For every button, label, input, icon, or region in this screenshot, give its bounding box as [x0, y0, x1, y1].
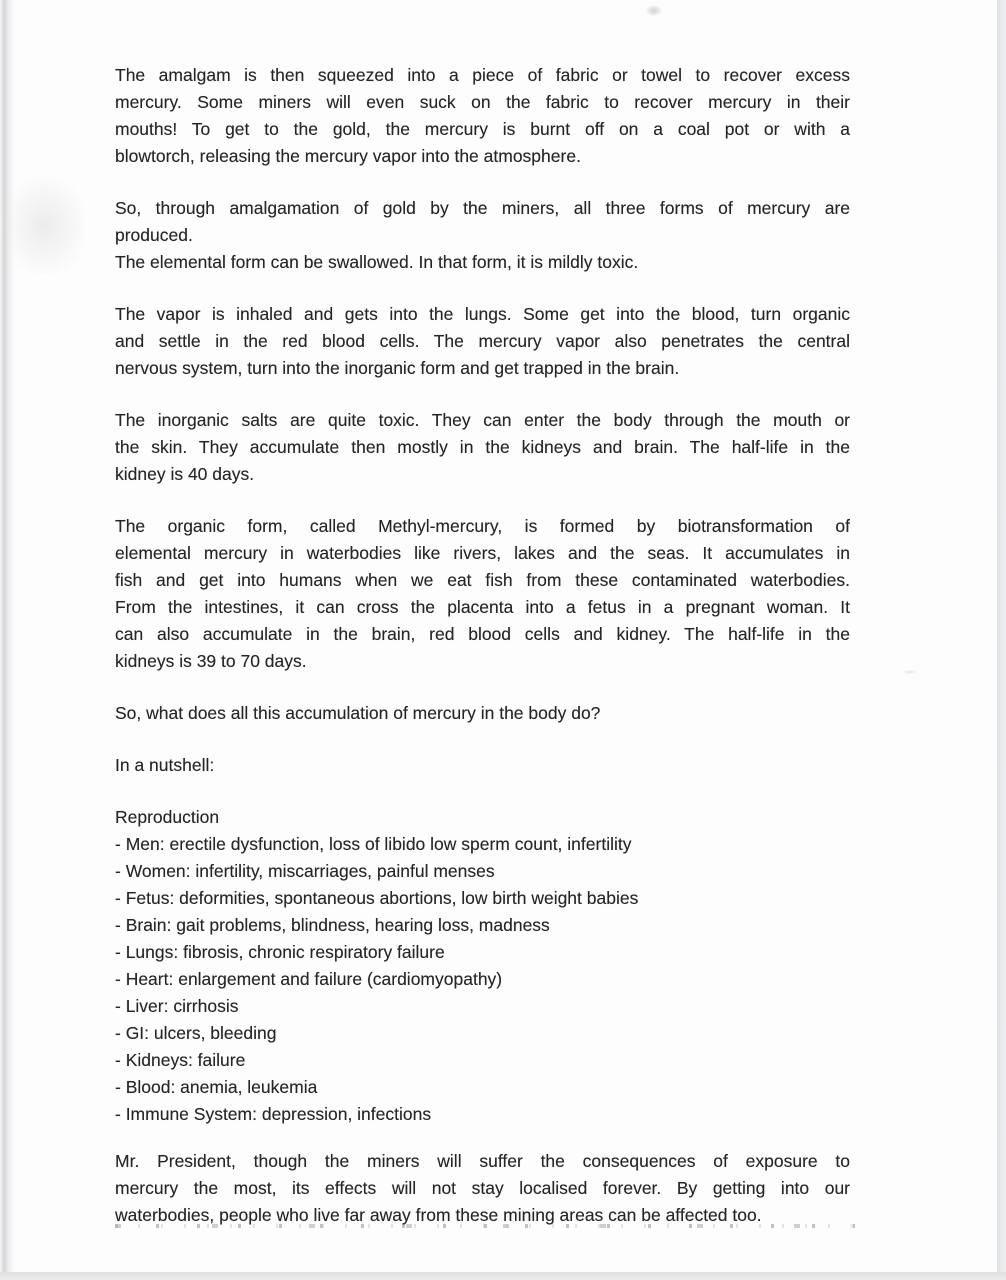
- paragraph-nutshell: [115, 752, 850, 779]
- text-line: waterbodies, people who live far away from these mining areas can be affected too.: [115, 1205, 762, 1225]
- paragraph-president: [115, 1148, 850, 1229]
- list-item: - Men: erectile dysfunction, loss of libido low sperm count, infertility: [115, 834, 632, 854]
- cutoff-text-line-artifact: [115, 1224, 855, 1228]
- text-line: produced.: [115, 225, 193, 245]
- scan-smudge-artifact: [903, 670, 917, 674]
- text-line: kidney is 40 days.: [115, 464, 255, 484]
- paragraph-amalgamation: [115, 195, 850, 249]
- list-item: - Blood: anemia, leukemia: [115, 1077, 318, 1097]
- text-line: nervous system, turn into the inorganic form and get trapped in the brain.: [115, 358, 680, 378]
- text-line: and settle in the red blood cells. The mercury vapor also penetrates the central: [115, 331, 850, 351]
- paragraph-vapor: [115, 301, 850, 382]
- text-line: So, what does all this accumulation of mercury in the body do?: [115, 703, 601, 723]
- list-item: - GI: ulcers, bleeding: [115, 1023, 277, 1043]
- scan-smudge-artifact: [6, 178, 84, 274]
- list-item: - Liver: cirrhosis: [115, 996, 239, 1016]
- text-line: can also accumulate in the brain, red blood cells and kidney. The half-life in the: [115, 624, 850, 644]
- paragraph-question: [115, 700, 850, 727]
- text-line: mouths! To get to the gold, the mercury is burnt off on a coal pot or with a: [115, 119, 850, 139]
- effects-list: [115, 804, 850, 1128]
- list-item: - Heart: enlargement and failure (cardiomyopathy): [115, 969, 503, 989]
- list-heading: Reproduction: [115, 807, 220, 827]
- list-item: - Immune System: depression, infections: [115, 1104, 432, 1124]
- paragraph-inorganic: [115, 407, 850, 488]
- list-item: - Kidneys: failure: [115, 1050, 246, 1070]
- text-line: In a nutshell:: [115, 755, 215, 775]
- list-item: - Lungs: fibrosis, chronic respiratory failure: [115, 942, 445, 962]
- text-line: The vapor is inhaled and gets into the lungs. Some get into the blood, turn organic: [115, 304, 850, 324]
- text-line: So, through amalgamation of gold by the miners, all three forms of mercury are: [115, 198, 850, 218]
- paragraph-amalgam: [115, 62, 850, 170]
- text-line: mercury. Some miners will even suck on the fabric to recover mercury in their: [115, 92, 850, 112]
- text-line: mercury the most, its effects will not stay localised forever. By getting into our: [115, 1178, 850, 1198]
- text-line: The inorganic salts are quite toxic. They can enter the body through the mouth or: [115, 410, 850, 430]
- text-line: Mr. President, though the miners will suffer the consequences of exposure to: [115, 1151, 850, 1171]
- list-item: - Fetus: deformities, spontaneous abortions, low birth weight babies: [115, 888, 639, 908]
- list-item: - Brain: gait problems, blindness, hearing loss, madness: [115, 915, 550, 935]
- scan-edge-bottom: [0, 1272, 1006, 1280]
- text-line: The elemental form can be swallowed. In that form, it is mildly toxic.: [115, 252, 639, 272]
- list-item: - Women: infertility, miscarriages, painful menses: [115, 861, 495, 881]
- text-line: blowtorch, releasing the mercury vapor into the atmosphere.: [115, 146, 581, 166]
- text-line: The amalgam is then squeezed into a piece of fabric or towel to recover excess: [115, 65, 850, 85]
- scan-smudge-artifact: [646, 5, 662, 16]
- text-line: elemental mercury in waterbodies like rivers, lakes and the seas. It accumulates in: [115, 543, 850, 563]
- document-text: [115, 62, 850, 1254]
- text-line: fish and get into humans when we eat fish from these contaminated waterbodies.: [115, 570, 850, 590]
- text-line: the skin. They accumulate then mostly in the kidneys and brain. The half-life in the: [115, 437, 850, 457]
- text-line: From the intestines, it can cross the placenta into a fetus in a pregnant woman. It: [115, 597, 850, 617]
- text-line: kidneys is 39 to 70 days.: [115, 651, 307, 671]
- scan-edge-right: [997, 0, 1006, 1280]
- paragraph-elemental: [115, 249, 850, 276]
- paragraph-organic: [115, 513, 850, 675]
- text-line: The organic form, called Methyl-mercury, is formed by biotransformation of: [115, 516, 850, 536]
